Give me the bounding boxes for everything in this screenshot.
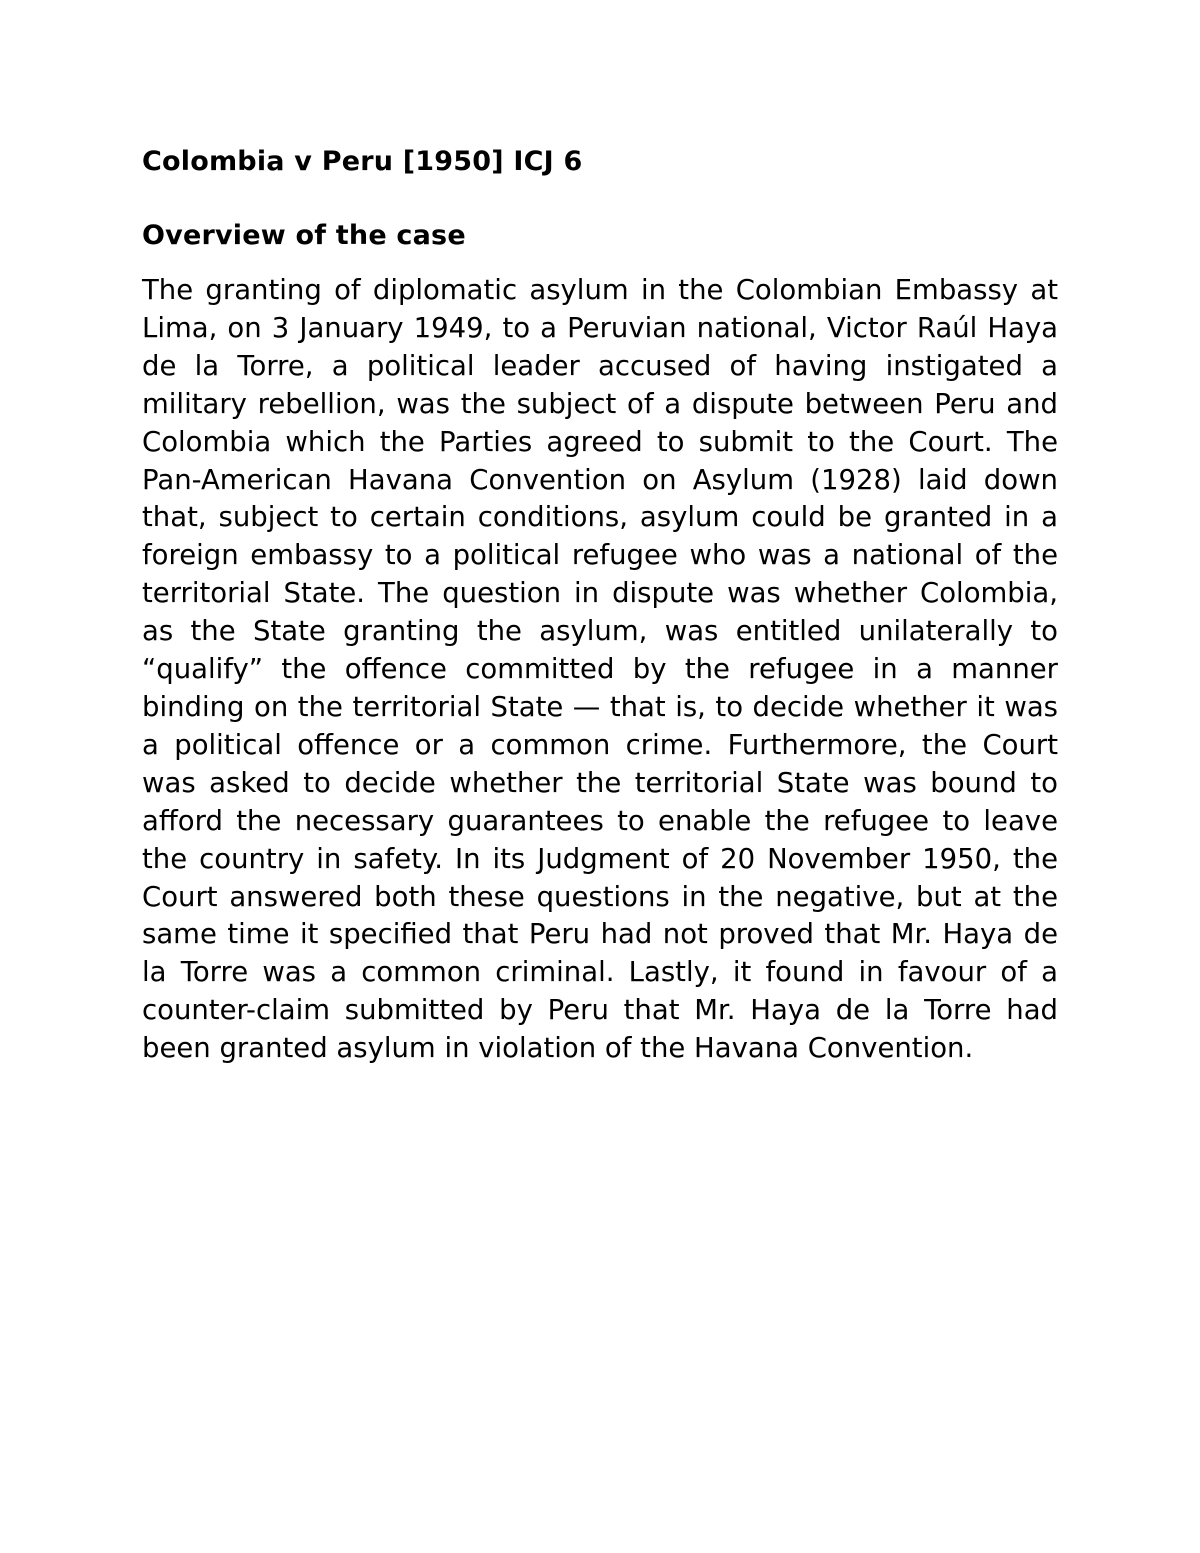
case-title: Colombia v Peru [1950] ICJ 6 [142,146,583,177]
section-heading: Overview of the case [142,220,466,251]
body-paragraph: The granting of diplomatic asylum in the Colombian Embassy at Lima, on 3 January 1949, to a Peruvian national, Victor Raúl Haya de la Torre, a political leader accused of having instigated a military rebellion, was the subject of a dispute between Peru and Colombia which the Parties agreed to submit to the Court. The Pan-American Havana Convention on Asylum (1928) laid down that, subject to certain conditions, asylum could be granted in a foreign embassy to a political refugee who was a national of the territorial State. The question in dispute was whether Colombia, as the State granting the asylum, was entitled unilaterally to “qualify” the offence committed by the refugee in a manner binding on the territorial State — that is, to decide whether it was a political offence or a common crime. Furthermore, the Court was asked to decide whether the territorial State was bound to afford the necessary guarantees to enable the refugee to leave the country in safety. In its Judgment of 20 November 1950, the Court answered both these questions in the negative, but at the same time it specified that Peru had not proved that Mr. Haya de la Torre was a common criminal. Lastly, it found in favour of a counter-claim submitted by Peru that Mr. Haya de la Torre had been granted asylum in violation of the Havana Convention. [142,274,1058,1065]
document-content [142,140,1058,1068]
